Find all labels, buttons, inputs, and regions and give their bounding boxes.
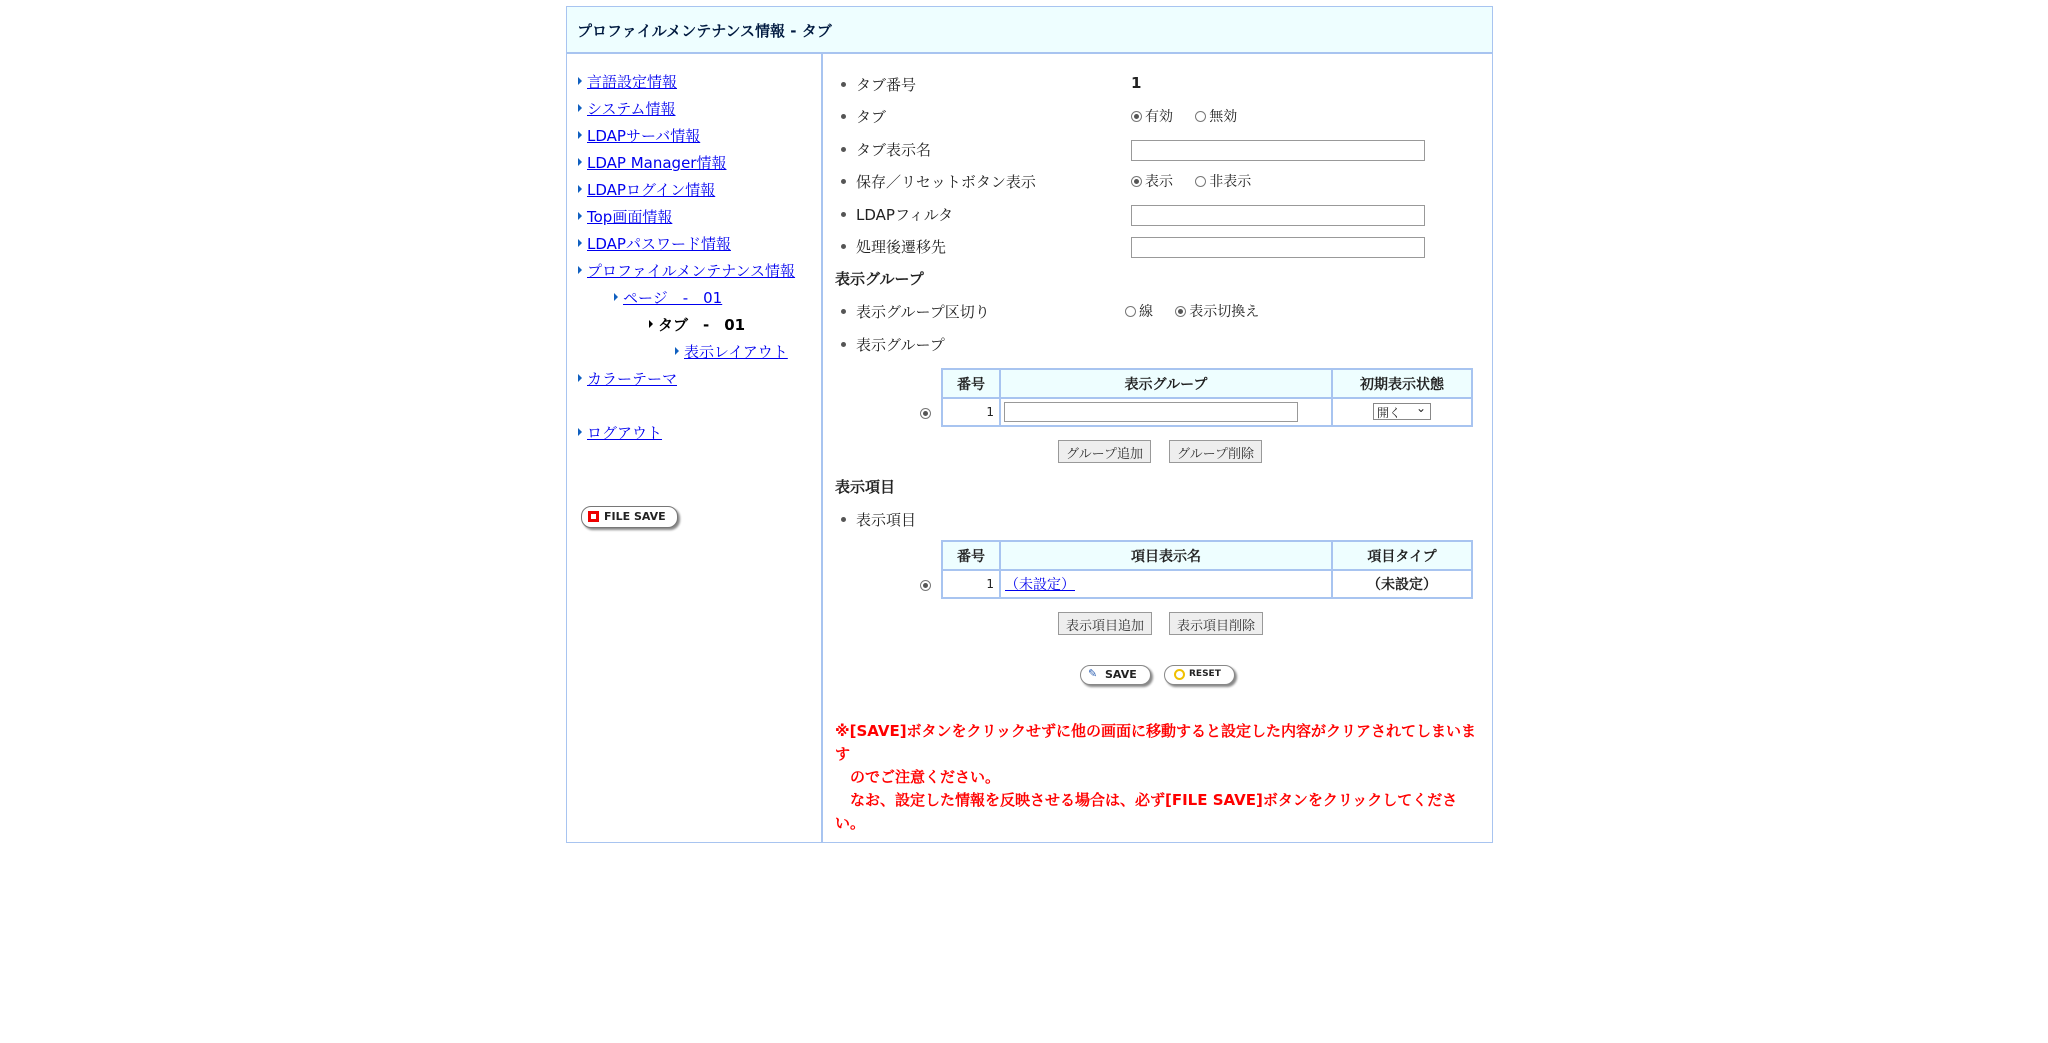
group-name-input[interactable] — [1004, 402, 1298, 422]
add-item-button[interactable]: 表示項目追加 — [1058, 612, 1152, 635]
table-row — [942, 570, 1472, 598]
pen-icon: ✎ — [1088, 667, 1098, 680]
nav-ldap-login[interactable]: LDAPログイン情報 — [578, 179, 715, 200]
tab-name-label: タブ表示名 — [856, 141, 932, 159]
bullet-icon — [841, 82, 846, 87]
bullet-icon — [841, 309, 846, 314]
item-list-label: 表示項目 — [856, 511, 917, 529]
tab-number-value: 1 — [1131, 74, 1142, 92]
bullet-icon — [841, 179, 846, 184]
nav-language[interactable]: 言語設定情報 — [578, 71, 677, 92]
bullet-icon — [841, 244, 846, 249]
save-label: SAVE — [1105, 668, 1137, 681]
initial-state-select[interactable]: 開く ⌄ — [1373, 403, 1431, 420]
ldap-filter-input[interactable] — [1131, 205, 1425, 226]
nav-ldap-password[interactable]: LDAPパスワード情報 — [578, 233, 731, 254]
item-table — [941, 540, 1473, 599]
ldap-filter-label: LDAPフィルタ — [856, 206, 954, 224]
warning-line: のでご注意ください。 — [835, 768, 1001, 786]
group-table — [941, 368, 1473, 427]
group-list-label: 表示グループ — [856, 336, 945, 354]
file-save-label: FILE SAVE — [604, 510, 666, 523]
table-row — [942, 398, 1472, 426]
group-row-select-radio[interactable] — [920, 408, 931, 419]
save-button[interactable] — [1080, 665, 1151, 685]
tab-enabled-label: 有効 — [1145, 109, 1173, 125]
content — [823, 54, 1492, 842]
after-process-label: 処理後遷移先 — [856, 238, 947, 256]
reset-button[interactable] — [1164, 665, 1235, 685]
reset-circle-icon — [1174, 669, 1185, 680]
hide-radio[interactable] — [1195, 176, 1206, 187]
delete-group-button[interactable]: グループ削除 — [1169, 440, 1262, 463]
bullet-icon — [841, 517, 846, 522]
file-save-button[interactable] — [581, 506, 678, 528]
column-header: 表示グループ — [1000, 369, 1332, 398]
group-section-title: 表示グループ — [835, 270, 924, 288]
column-header: 番号 — [942, 541, 1000, 570]
warning-line: ※[SAVE]ボタンをクリックせずに他の画面に移動すると設定した内容がクリアされてしまいます — [835, 722, 1476, 763]
hide-label: 非表示 — [1209, 174, 1252, 190]
item-type: （未設定） — [1332, 570, 1472, 598]
nav-ldap-manager[interactable]: LDAP Manager情報 — [578, 152, 726, 173]
column-header: 項目タイプ — [1332, 541, 1472, 570]
main-panel — [566, 6, 1493, 843]
reset-label: RESET — [1189, 669, 1221, 679]
separator-switch-radio[interactable] — [1175, 306, 1186, 317]
nav-display-layout[interactable]: 表示レイアウト — [675, 341, 788, 362]
column-header: 初期表示状態 — [1332, 369, 1472, 398]
sidebar — [567, 54, 823, 842]
warning-line: なお、設定した情報を反映させる場合は、必ず[FILE SAVE]ボタンをクリックしてください。 — [835, 791, 1458, 832]
save-reset-display-label: 保存／リセットボタン表示 — [856, 173, 1036, 191]
tab-number-label: タブ番号 — [856, 76, 917, 94]
row-number: 1 — [942, 398, 1000, 426]
column-header: 項目表示名 — [1000, 541, 1332, 570]
tab-name-input[interactable] — [1131, 140, 1425, 161]
nav-page-01[interactable]: ページ - 01 — [614, 287, 722, 308]
bullet-icon — [841, 212, 846, 217]
separator-switch-label: 表示切換え — [1189, 304, 1260, 320]
nav-top-screen[interactable]: Top画面情報 — [578, 206, 672, 227]
delete-item-button[interactable]: 表示項目削除 — [1169, 612, 1263, 635]
after-process-input[interactable] — [1131, 237, 1425, 258]
tab-disabled-radio[interactable] — [1195, 111, 1206, 122]
warning-message — [835, 720, 1485, 835]
bullet-icon — [841, 114, 846, 119]
add-group-button[interactable]: グループ追加 — [1058, 440, 1151, 463]
show-radio[interactable] — [1131, 176, 1142, 187]
group-separator-label: 表示グループ区切り — [856, 303, 990, 321]
separator-line-label: 線 — [1139, 304, 1153, 320]
page-title: プロファイルメンテナンス情報 - タブ — [567, 7, 1492, 54]
show-label: 表示 — [1145, 174, 1173, 190]
tab-label: タブ — [856, 108, 887, 126]
bullet-icon — [841, 342, 846, 347]
file-save-icon — [588, 511, 599, 522]
nav-profile-maintenance[interactable]: プロファイルメンテナンス情報 — [578, 260, 795, 281]
tab-disabled-label: 無効 — [1209, 109, 1238, 125]
nav-logout[interactable]: ログアウト — [578, 422, 662, 443]
tab-enabled-radio[interactable] — [1131, 111, 1142, 122]
nav-tab-01-current: タブ - 01 — [649, 314, 745, 335]
nav-color-theme[interactable]: カラーテーマ — [578, 368, 677, 389]
nav-system[interactable]: システム情報 — [578, 98, 676, 119]
separator-line-radio[interactable] — [1125, 306, 1136, 317]
column-header: 番号 — [942, 369, 1000, 398]
item-section-title: 表示項目 — [835, 478, 896, 496]
bullet-icon — [841, 147, 846, 152]
item-row-select-radio[interactable] — [920, 580, 931, 591]
row-number: 1 — [942, 570, 1000, 598]
item-name-link[interactable]: （未設定） — [1005, 577, 1075, 593]
nav-ldap-server[interactable]: LDAPサーバ情報 — [578, 125, 700, 146]
